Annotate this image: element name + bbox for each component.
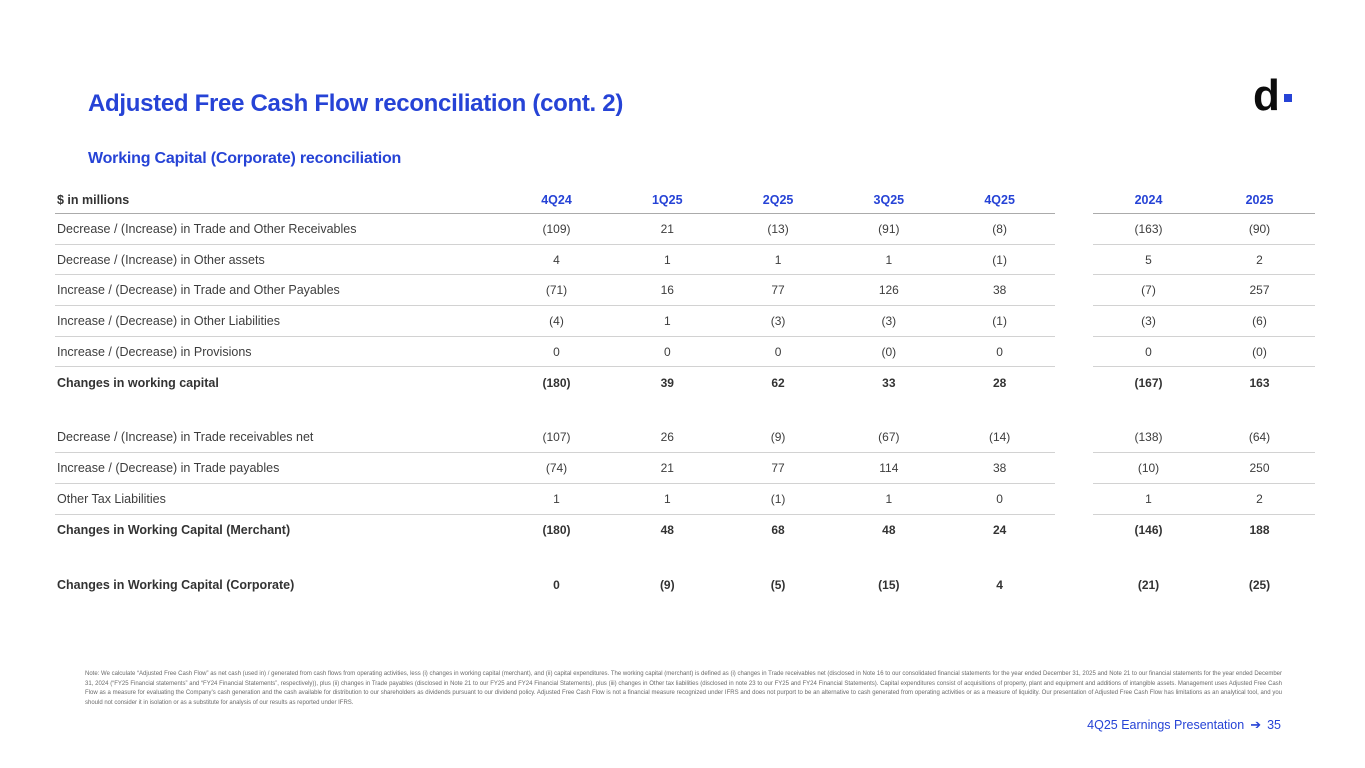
row-year-segment — [1093, 515, 1315, 546]
table-row-gap — [55, 398, 1315, 423]
table-row — [55, 484, 1315, 515]
row-value: 2 — [1256, 252, 1263, 267]
column-header: 2Q25 — [762, 193, 794, 207]
table-row — [55, 515, 1315, 546]
table-row — [55, 214, 1315, 245]
row-value: (6) — [1252, 313, 1267, 328]
table-row — [55, 275, 1315, 306]
row-quarter-segment — [55, 306, 1055, 337]
row-value: 33 — [882, 375, 896, 390]
row-year-segment — [1093, 423, 1315, 454]
row-label: Increase / (Decrease) in Trade payables — [57, 461, 280, 476]
row-value: 5 — [1145, 252, 1152, 267]
row-value: 28 — [992, 375, 1007, 390]
row-value: 1 — [885, 491, 893, 506]
table-row — [55, 306, 1315, 337]
column-header: 4Q24 — [541, 193, 572, 207]
row-quarter-segment — [55, 337, 1055, 368]
row-value: (7) — [1141, 283, 1156, 298]
row-value: 1 — [663, 313, 671, 328]
table-row — [55, 337, 1315, 368]
row-value: 4 — [996, 578, 1003, 593]
row-value: (64) — [1248, 430, 1271, 445]
row-value: (90) — [1248, 221, 1271, 236]
table-header-row — [55, 187, 1315, 214]
column-group-gap — [1055, 306, 1093, 337]
column-group-gap — [1055, 337, 1093, 368]
row-value: 21 — [660, 221, 674, 236]
row-label: Increase / (Decrease) in Other Liabilities — [57, 313, 281, 328]
column-header: 4Q25 — [984, 193, 1015, 207]
column-header: 2024 — [1134, 193, 1163, 207]
row-quarter-segment — [55, 453, 1055, 484]
row-value: 0 — [774, 344, 782, 359]
row-year-segment — [1093, 337, 1315, 368]
row-value: (1) — [770, 491, 786, 506]
row-value: 1 — [663, 252, 671, 267]
row-value: (10) — [1137, 461, 1160, 476]
row-value: (74) — [545, 461, 568, 476]
row-quarter-segment — [55, 423, 1055, 454]
row-value: (0) — [881, 344, 897, 359]
table-row — [55, 367, 1315, 398]
row-value: (1) — [992, 313, 1007, 328]
row-quarter-segment — [55, 214, 1055, 245]
row-value: (4) — [549, 313, 564, 328]
unit-label: $ in millions — [57, 193, 130, 207]
row-value: 1 — [553, 491, 560, 506]
column-group-gap — [1055, 187, 1093, 214]
row-label: Changes in Working Capital (Corporate) — [57, 578, 295, 593]
slide-footer — [1087, 717, 1281, 733]
row-quarter-segment — [55, 484, 1055, 515]
row-quarter-segment — [55, 275, 1055, 306]
working-capital-table — [55, 187, 1315, 601]
row-value: 126 — [878, 283, 899, 298]
row-value: (3) — [881, 313, 897, 328]
row-year-segment — [1093, 245, 1315, 276]
row-label: Decrease / (Increase) in Other assets — [57, 252, 265, 267]
row-value: (0) — [1252, 344, 1267, 359]
table-row — [55, 245, 1315, 276]
table-row — [55, 423, 1315, 454]
arrow-right-icon: ➔ — [1250, 717, 1262, 732]
table-body — [55, 214, 1315, 601]
row-quarter-segment — [55, 570, 1055, 601]
row-value: (67) — [878, 430, 900, 445]
row-value: 48 — [660, 523, 674, 538]
table-row-gap — [55, 545, 1315, 570]
row-value: 62 — [771, 375, 785, 390]
row-label: Other Tax Liabilities — [57, 491, 166, 506]
column-group-gap — [1055, 275, 1093, 306]
row-value: 24 — [992, 523, 1007, 538]
row-value: 68 — [771, 523, 785, 538]
row-value: 77 — [771, 283, 785, 298]
row-value: 0 — [1145, 344, 1152, 359]
row-value: (21) — [1137, 578, 1160, 593]
column-group-gap — [1055, 245, 1093, 276]
row-value: 38 — [992, 461, 1007, 476]
row-value: 48 — [882, 523, 896, 538]
table-row — [55, 453, 1315, 484]
row-value: 0 — [996, 344, 1003, 359]
header-year-segment — [1093, 187, 1315, 214]
row-value: 1 — [1145, 491, 1152, 506]
row-label: Changes in Working Capital (Merchant) — [57, 523, 291, 538]
row-value: (8) — [992, 221, 1007, 236]
footer-label: 4Q25 Earnings Presentation — [1087, 718, 1245, 732]
row-value: 1 — [663, 491, 671, 506]
row-value: (5) — [770, 578, 786, 593]
table-row — [55, 570, 1315, 601]
row-year-segment — [1093, 306, 1315, 337]
page-number: 35 — [1267, 718, 1281, 732]
row-value: (14) — [988, 430, 1011, 445]
row-year-segment — [1093, 484, 1315, 515]
row-value: 0 — [553, 344, 560, 359]
row-value: (1) — [992, 252, 1007, 267]
row-value: 0 — [663, 344, 671, 359]
row-quarter-segment — [55, 245, 1055, 276]
column-header: 2025 — [1245, 193, 1274, 207]
row-value: 2 — [1256, 491, 1263, 506]
row-value: (109) — [542, 221, 571, 236]
row-value: 38 — [992, 283, 1007, 298]
row-year-segment — [1093, 453, 1315, 484]
row-value: (146) — [1134, 523, 1163, 538]
row-value: 188 — [1249, 523, 1270, 538]
company-logo — [1253, 71, 1292, 120]
row-value: (3) — [770, 313, 786, 328]
row-value: (180) — [542, 523, 571, 538]
row-label: Increase / (Decrease) in Provisions — [57, 344, 252, 359]
row-value: (180) — [542, 375, 571, 390]
row-value: 21 — [660, 461, 674, 476]
section-subtitle: Working Capital (Corporate) reconciliation — [88, 150, 402, 167]
row-value: (15) — [878, 578, 900, 593]
row-label: Increase / (Decrease) in Trade and Other Payables — [57, 283, 340, 298]
row-value: 163 — [1249, 375, 1270, 390]
footnote: Note: We calculate “Adjusted Free Cash Flow” as net cash (used in) / generated from cash flows from operating activities, less (i) changes in working capital (merchant), and (ii) capital expenditures. The working capital (merchant) is defined as (i) changes in Trade receivables net (disclosed in Note 16 to our consolidated financial statements for the year ended December 31, 2025 and Note 21 to our financial statements for the year ended December 31, 2024 (“FY25 Financial statements” and “FY24 Financial Statements”, respectively)), plus (ii) changes in Trade payables (disclosed in Note 21 to our FY25 and FY24 Financial Statements), plus (iii) changes in Other tax liabilities (disclosed in note 23 to our FY25 and FY24 Financial Statements). Capital expenditures consist of acquisitions of property, plant and equipment and additions of intangible assets. Management uses Adjusted Free Cash Flow as a measure for evaluating the Company’s cash generation and the cash available for distribution to our shareholders as dividends pursuant to our dividend policy. Adjusted Free Cash Flow is not a financial measure recognized under IFRS and does not purport to be an alternative to cash generated from operating activities or as a measure of liquidity. Our presentation of Adjusted Free Cash Flow has limitations as an analytical tool, and you should not consider it in isolation or as a substitute for analysis of our results as reported under IFRS. — [85, 671, 1282, 706]
row-value: (9) — [659, 578, 675, 593]
column-group-gap — [1055, 367, 1093, 398]
row-value: (9) — [770, 430, 786, 445]
row-year-segment — [1093, 367, 1315, 398]
row-year-segment — [1093, 275, 1315, 306]
logo-dot-icon — [1284, 94, 1292, 102]
row-value: (13) — [767, 221, 789, 236]
row-label: Decrease / (Increase) in Trade and Other Receivables — [57, 221, 357, 236]
row-value: (25) — [1248, 578, 1271, 593]
row-value: 257 — [1249, 283, 1270, 298]
column-group-gap — [1055, 484, 1093, 515]
row-value: 250 — [1249, 461, 1270, 476]
row-value: 0 — [553, 578, 560, 593]
row-quarter-segment — [55, 515, 1055, 546]
row-year-segment — [1093, 214, 1315, 245]
row-value: (71) — [545, 283, 568, 298]
page-title: Adjusted Free Cash Flow reconciliation (cont. 2) — [88, 90, 624, 117]
row-year-segment — [1093, 570, 1315, 601]
row-value: (91) — [878, 221, 900, 236]
row-value: 1 — [774, 252, 782, 267]
column-group-gap — [1055, 515, 1093, 546]
row-value: 39 — [660, 375, 674, 390]
column-group-gap — [1055, 570, 1093, 601]
row-value: 26 — [660, 430, 674, 445]
row-value: 4 — [553, 252, 560, 267]
column-header: 1Q25 — [651, 193, 683, 207]
column-group-gap — [1055, 423, 1093, 454]
row-value: (138) — [1134, 430, 1163, 445]
row-value: 1 — [885, 252, 893, 267]
row-value: 16 — [660, 283, 674, 298]
row-value: 0 — [996, 491, 1003, 506]
row-label: Changes in working capital — [57, 375, 219, 390]
row-quarter-segment — [55, 367, 1055, 398]
row-label: Decrease / (Increase) in Trade receivables net — [57, 430, 314, 445]
header-quarter-segment — [55, 187, 1055, 214]
column-group-gap — [1055, 214, 1093, 245]
row-value: (107) — [542, 430, 571, 445]
column-group-gap — [1055, 453, 1093, 484]
logo-letter: d — [1253, 71, 1279, 120]
column-header: 3Q25 — [873, 193, 905, 207]
row-value: (163) — [1134, 221, 1163, 236]
row-value: 77 — [771, 461, 785, 476]
row-value: (3) — [1141, 313, 1156, 328]
row-value: (167) — [1134, 375, 1163, 390]
row-value: 114 — [879, 461, 899, 476]
